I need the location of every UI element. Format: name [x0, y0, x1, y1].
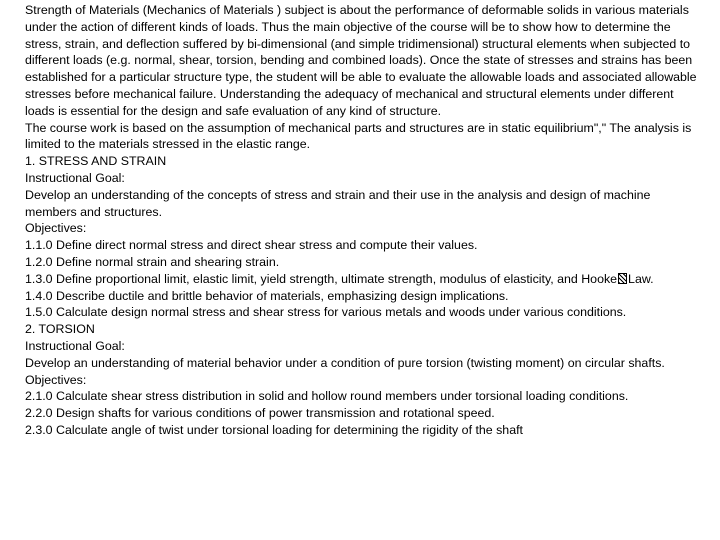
objective-2-2: 2.2.0 Design shafts for various conditions of power transmission and rotational speed. — [25, 406, 495, 421]
objective-1-2: 1.2.0 Define normal strain and shearing strain. — [25, 254, 280, 269]
objective-1-5: 1.5.0 Calculate design normal stress and shear stress for various metals and woods under various conditions. — [25, 305, 627, 320]
section-1-goal-label: Instructional Goal: — [25, 170, 125, 185]
section-1-heading: 1. STRESS AND STRAIN — [25, 154, 167, 169]
section-1-objectives-label: Objectives: — [25, 221, 87, 236]
objective-2-3: 2.3.0 Calculate angle of twist under torsional loading for determining the rigidity of the shaft — [25, 422, 523, 437]
section-1-goal-text: Develop an understanding of the concepts of stress and strain and their use in the analysis and design of machine members and structures. — [25, 187, 651, 219]
intro-paragraph: Strength of Materials (Mechanics of Materials ) subject is about the performance of deformable solids in various materials under the action of different kinds of loads. Thus the main objective of the course will be to show how to determine the stress, strain, and deflection suffered by bi-dimensional (and simple tridimensional) structural elements when subjected to different loads (e.g. normal, shear, torsion, bending and combined loads). Once the state of stresses and strains has been established for a particular structure type, the student will be able to evaluate the allowable loads and associated allowable stresses before mechanical failure. Understanding the adequacy of mechanical and structural elements under different loads is essential for the design and safe evaluation of any kind of structure. — [25, 3, 697, 118]
objective-1-3-text-end: Law. — [628, 271, 654, 286]
objective-1-4: 1.4.0 Describe ductile and brittle behavior of materials, emphasizing design implications. — [25, 288, 509, 303]
assumption-paragraph: The course work is based on the assumption of mechanical parts and structures are in static equilibrium"," The analysis is limited to the materials stressed in the elastic range. — [25, 120, 692, 152]
section-2-goal-label: Instructional Goal: — [25, 338, 125, 353]
document-body — [25, 2, 700, 439]
section-2-heading: 2. TORSION — [25, 322, 95, 337]
objective-1-1: 1.1.0 Define direct normal stress and direct shear stress and compute their values. — [25, 238, 478, 253]
objective-1-3-text-start: 1.3.0 Define proportional limit, elastic limit, yield strength, ultimate strength, modulus of elasticity, and Hooke — [25, 271, 618, 286]
missing-glyph-icon — [618, 273, 627, 284]
objective-1-3 — [25, 271, 700, 288]
objective-2-1: 2.1.0 Calculate shear stress distribution in solid and hollow round members under torsional loading conditions. — [25, 389, 629, 404]
section-2-goal-text: Develop an understanding of material behavior under a condition of pure torsion (twisting moment) on circular shafts. — [25, 355, 665, 370]
section-2-objectives-label: Objectives: — [25, 372, 87, 387]
